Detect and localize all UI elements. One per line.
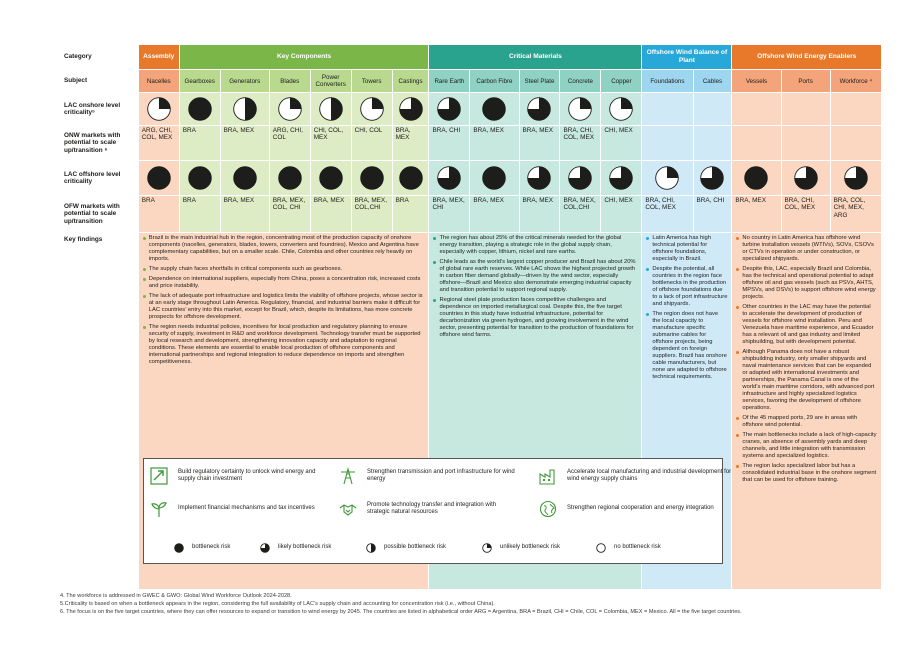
subject-carbon-fibre: Carbon Fibre: [470, 70, 519, 93]
offshore-criticality-workforce: [830, 161, 881, 196]
legend-action: [539, 500, 732, 518]
offshore-criticality-ports: [781, 161, 830, 196]
legend-action-text: Implement financial mechanisms and tax incentives: [178, 505, 315, 512]
onw-markets-cables: [693, 126, 732, 161]
criticality-marker-icon: [360, 166, 384, 190]
growth-arrow-icon: [150, 467, 168, 485]
onw-markets-power-converters: CHI, COL, MEX: [310, 126, 351, 161]
ofw-markets-foundations: BRA, CHI, COL, MEX: [642, 196, 693, 233]
criticality-marker-icon: [399, 166, 423, 190]
legend-action-text: Accelerate local manufacturing and industrial development for wind energy supply chains: [567, 468, 732, 482]
onshore-criticality-row: [61, 93, 882, 126]
ofw-markets-generators: BRA, MEX: [220, 196, 269, 233]
finding-item: Other countries in the LAC may have the potential to accelerate the development of production of vessels for offshore wind installation. Peru and Venezuela have maritime experience, and Ecuador has a relevant oil and gas industry and limited shipbuilding, but with development potential.: [736, 304, 877, 346]
onw-markets-foundations: [642, 126, 693, 161]
criticality-marker-icon: [482, 166, 506, 190]
criticality-marker-icon: [319, 166, 343, 190]
criticality-marker-icon: [437, 166, 461, 190]
onshore-criticality-steel-plate: [519, 93, 560, 126]
ofw-markets-label: OFW markets with potential to scale up/transition: [61, 196, 139, 233]
risk-marker-half-icon: [366, 543, 376, 553]
footnotes: [60, 592, 900, 616]
legend-risk-label: bottleneck risk: [192, 544, 231, 551]
ofw-markets-castings: BRA: [392, 196, 429, 233]
category-key-components: Key Components: [179, 45, 429, 70]
legend-risk-label: likely bottleneck risk: [278, 544, 332, 551]
onshore-criticality-castings: [392, 93, 429, 126]
onshore-criticality-vessels: [732, 93, 781, 126]
ofw-markets-cables: BRA, CHI: [693, 196, 732, 233]
subject-label: Subject: [61, 70, 139, 93]
subject-power-converters: Power Converters: [310, 70, 351, 93]
finding-item: Chile leads as the world’s largest copper producer and Brazil has about 20% of global rare earth reserves. While LAC shows the highest projected growth in carbon fiber demand globally—driven by the wind sector, especially offshore—Brazil and Mexico also demonstrate emerging industrial capacity and transition potential to support regional supply.: [433, 259, 637, 294]
criticality-marker-icon: [233, 166, 257, 190]
criticality-marker-icon: [794, 166, 818, 190]
criticality-marker-icon: [147, 166, 171, 190]
offshore-criticality-rare-earth: [429, 161, 470, 196]
offshore-criticality-vessels: [732, 161, 781, 196]
criticality-marker-icon: [700, 166, 724, 190]
onw-markets-blades: ARG, CHI, COL: [269, 126, 310, 161]
globe-icon: [539, 500, 557, 518]
subject-nacelles: Nacelles: [138, 70, 179, 93]
finding-item: Regional steel plate production faces competitive challenges and dependence on imported metallurgical coal. Despite this, the five target countries in this study have industrial infrastructure, potential for decarbonization via green hydrogen, and growing involvement in the wind sector, presenting potential for transition to the production of foundations for offshore wind farms.: [433, 297, 637, 339]
ofw-markets-carbon-fibre: BRA, MEX: [470, 196, 519, 233]
criticality-marker-icon: [568, 166, 592, 190]
criticality-marker-icon: [399, 97, 423, 121]
criticality-marker-icon: [527, 97, 551, 121]
criticality-marker-icon: [655, 166, 679, 190]
legend-box: [143, 458, 732, 564]
legend-risk-label: no bottleneck risk: [614, 544, 661, 551]
legend-action: [339, 467, 517, 485]
category-label: Category: [61, 45, 139, 70]
footnote: 4. The workforce is addressed in GWEC & GWO: Global Wind Workforce Outlook 2024-2028.: [60, 593, 292, 599]
legend-risk-unlikely: [482, 543, 560, 553]
onshore-criticality-concrete: [560, 93, 601, 126]
category-assembly: Assembly: [138, 45, 179, 70]
offshore-criticality-gearboxes: [179, 161, 220, 196]
finding-item: The main bottlenecks include a lack of high-capacity cranes, an absence of assembly yards and deep channels, and little integration with transmission systems and specialized logistics.: [736, 432, 877, 460]
criticality-marker-icon: [319, 97, 343, 121]
finding-item: The region does not have the local capacity to manufacture specific submarine cables for offshore projects, being dependent on foreign suppliers. Brazil has onshore cable manufacturers, but none are adapted to offshore technical requirements.: [646, 311, 727, 381]
subject-foundations: Foundations: [642, 70, 693, 93]
finding-item: Of the 45 mapped ports, 29 are in areas with offshore wind potential.: [736, 415, 877, 429]
criticality-marker-icon: [609, 97, 633, 121]
onshore-criticality-foundations: [642, 93, 693, 126]
subject-gearboxes: Gearboxes: [179, 70, 220, 93]
finding-item: Despite the potential, all countries in the region face bottlenecks in the production of offshore foundations due to a lack of port infrastructure and shipyards.: [646, 266, 727, 308]
onw-markets-nacelles: ARG, CHI, COL, MEX: [138, 126, 179, 161]
onshore-criticality-nacelles: [138, 93, 179, 126]
onw-markets-towers: CHI, COL: [351, 126, 392, 161]
ofw-markets-towers: BRA, MEX, COL,CHI: [351, 196, 392, 233]
criticality-marker-icon: [147, 97, 171, 121]
ofw-markets-rare-earth: BRA, MEX, CHI: [429, 196, 470, 233]
finding-item: Despite this, LAC, especially Brazil and Colombia, has the technical and operational potential to adapt offshore oil and gas vessels (such as PSVs, AHTS, MPSVs, and DSVs) to support offshore wind energy projects.: [736, 266, 877, 301]
onw-markets-rare-earth: BRA, CHI: [429, 126, 470, 161]
onw-markets-castings: BRA, MEX: [392, 126, 429, 161]
ofw-markets-nacelles: BRA: [138, 196, 179, 233]
footnote: 6. The focus is on the five target countries, where they can offer resources to expand or transition to wind energy by 2045. The countries are listed in alphabetical order ARG = Argentina, BRA = Brazil, CHI = Chile, COL = Colombia, MEX = Mexico. All = the five target countries.: [60, 609, 742, 615]
finding-item: The supply chain faces shortfalls in critical components such as gearboxes.: [143, 266, 425, 273]
criticality-marker-icon: [844, 166, 868, 190]
finding-item: The region needs industrial policies, incentives for local production and regulatory planning to ensure security of supply, investment in R&D and workforce development. Technology transfer must be supported by local research and development, strengthening innovation capacity and adaptation to regional conditions. These elements are essential to enable local production of offshore components and international partnerships and regional integration to reduce dependence on imports and strengthen competitiveness.: [143, 324, 425, 366]
onshore-criticality-blades: [269, 93, 310, 126]
subject-towers: Towers: [351, 70, 392, 93]
risk-marker-full-icon: [174, 543, 184, 553]
onw-markets-label: ONW markets with potential to scale up/transition ⁶: [61, 126, 139, 161]
legend-risk-none: [596, 543, 661, 553]
finding-item: The region lacks specialized labor but has a consolidated industrial base in the onshore segment that can be used for offshore training.: [736, 463, 877, 484]
risk-marker-quarter-icon: [482, 543, 492, 553]
onw-markets-row: [61, 126, 882, 161]
legend-risk-possible: [366, 543, 446, 553]
onshore-criticality-ports: [781, 93, 830, 126]
criticality-marker-icon: [188, 97, 212, 121]
footnote: 5.Criticality is based on when a bottleneck appears in the region, considering the full availability of LAC’s supply chain and accounting for concentration risk (i.e., without China).: [60, 601, 495, 607]
criticality-marker-icon: [482, 97, 506, 121]
legend-action: [150, 500, 328, 518]
legend-risk-label: possible bottleneck risk: [384, 544, 447, 551]
ofw-markets-power-converters: BRA, MEX: [310, 196, 351, 233]
onw-markets-ports: [781, 126, 830, 161]
subject-cables: Cables: [693, 70, 732, 93]
criticality-marker-icon: [568, 97, 592, 121]
offshore-criticality-foundations: [642, 161, 693, 196]
ofw-markets-vessels: BRA, MEX: [732, 196, 781, 233]
onshore-criticality-gearboxes: [179, 93, 220, 126]
risk-marker-empty-icon: [596, 543, 606, 553]
onw-markets-carbon-fibre: BRA, MEX: [470, 126, 519, 161]
onshore-criticality-power-converters: [310, 93, 351, 126]
offshore-criticality-castings: [392, 161, 429, 196]
subject-workforce: Workforce ⁴: [830, 70, 881, 93]
category-enablers: Offshore Wind Energy Enablers: [732, 45, 882, 70]
factory-icon: [539, 467, 557, 485]
finding-item: Latin America has high technical potential for offshore foundations, especially in Brazil.: [646, 235, 727, 263]
subject-row: [61, 70, 882, 93]
criticality-marker-icon: [360, 97, 384, 121]
legend-action-text: Strengthen transmission and port infrastructure for wind energy: [367, 468, 515, 482]
onw-markets-steel-plate: BRA, MEX: [519, 126, 560, 161]
sprout-icon: [150, 500, 168, 518]
finding-item: Although Panama does not have a robust shipbuilding industry, only smaller shipyards and naval maintenance services that can be expanded or adapted with international investments and partnerships, the Panama Canal is one of the world’s main maritime corridors, with advanced port infrastructure and highly specialized logistics services, favoring the development of offshore operations.: [736, 349, 877, 412]
legend-risk-likely: [260, 543, 331, 553]
criticality-marker-icon: [527, 166, 551, 190]
onshore-criticality-rare-earth: [429, 93, 470, 126]
category-critical-materials: Critical Materials: [429, 45, 642, 70]
ofw-markets-concrete: BRA, MEX, COL,CHI: [560, 196, 601, 233]
ofw-markets-steel-plate: BRA, MEX: [519, 196, 560, 233]
key-findings-label: Key findings: [61, 233, 139, 590]
legend-action: [150, 467, 328, 485]
offshore-criticality-nacelles: [138, 161, 179, 196]
criticality-marker-icon: [744, 166, 768, 190]
legend-risk-label: unlikely bottleneck risk: [500, 544, 561, 551]
offshore-criticality-steel-plate: [519, 161, 560, 196]
onw-markets-concrete: BRA, CHI, COL, MEX: [560, 126, 601, 161]
offshore-criticality-towers: [351, 161, 392, 196]
offshore-criticality-cables: [693, 161, 732, 196]
offshore-criticality-copper: [601, 161, 642, 196]
ofw-markets-ports: BRA, CHI, COL, MEX: [781, 196, 830, 233]
onw-markets-workforce: [830, 126, 881, 161]
legend-action-text: Strengthen regional cooperation and energy integration: [567, 505, 714, 512]
criticality-marker-icon: [437, 97, 461, 121]
subject-steel-plate: Steel Plate: [519, 70, 560, 93]
onw-markets-gearboxes: BRA: [179, 126, 220, 161]
finding-item: Dependence on international suppliers, especially from China, poses a concentration risk, increased costs and price instability.: [143, 276, 425, 290]
subject-vessels: Vessels: [732, 70, 781, 93]
offshore-criticality-row: [61, 161, 882, 196]
risk-marker-three-quarter-icon: [260, 543, 270, 553]
legend-action: [539, 467, 732, 485]
handshake-icon: [339, 500, 357, 518]
subject-ports: Ports: [781, 70, 830, 93]
legend-action-text: Promote technology transfer and integration with strategic natural resources: [367, 501, 497, 515]
finding-item: No country in Latin America has offshore wind turbine installation vessels (WTIVs), SOVs, CSOVs or CTVs in operation or under construction, or specialized shipyards.: [736, 235, 877, 263]
subject-rare-earth: Rare Earth: [429, 70, 470, 93]
subject-castings: Castings: [392, 70, 429, 93]
onshore-criticality-workforce: [830, 93, 881, 126]
onshore-criticality-generators: [220, 93, 269, 126]
offshore-criticality-label: LAC offshore level criticality: [61, 161, 139, 196]
onw-markets-generators: BRA, MEX: [220, 126, 269, 161]
criticality-marker-icon: [278, 166, 302, 190]
ofw-markets-blades: BRA, MEX, COL, CHI: [269, 196, 310, 233]
onw-markets-copper: CHI, MEX: [601, 126, 642, 161]
ofw-markets-row: [61, 196, 882, 233]
ofw-markets-workforce: BRA, COL, CHI, MEX, ARG: [830, 196, 881, 233]
criticality-marker-icon: [609, 166, 633, 190]
finding-item: Brazil is the main industrial hub in the region, concentrating most of the production capacity of onshore components (nacelles, generators, blades, towers, converters and foundries). Mexico and Argentina have complementary capabilities, but on a smaller scale. Chile, Colombia and other countries rely heavily on imports.: [143, 235, 425, 263]
ofw-markets-copper: CHI, MEX: [601, 196, 642, 233]
transmission-tower-icon: [339, 467, 357, 485]
legend-action-text: Build regulatory certainty to unlock wind energy and supply chain investment: [178, 468, 316, 482]
subject-blades: Blades: [269, 70, 310, 93]
offshore-criticality-power-converters: [310, 161, 351, 196]
onw-markets-vessels: [732, 126, 781, 161]
legend-risk-bottleneck: [174, 543, 230, 553]
subject-generators: Generators: [220, 70, 269, 93]
onshore-criticality-cables: [693, 93, 732, 126]
onshore-criticality-carbon-fibre: [470, 93, 519, 126]
onshore-criticality-label: LAC onshore level criticality⁵: [61, 93, 139, 126]
category-balance-of-plant: Offshore Wind Balance of Plant: [642, 45, 732, 70]
offshore-criticality-generators: [220, 161, 269, 196]
finding-item: The region has about 25% of the critical minerals needed for the global energy transition, playing a strategic role in the global supply chain, especially with copper, lithium, nickel and rare earths.: [433, 235, 637, 256]
legend-action: [339, 500, 517, 518]
category-row: [61, 45, 882, 70]
offshore-criticality-concrete: [560, 161, 601, 196]
findings-enablers: [732, 233, 882, 590]
onshore-criticality-towers: [351, 93, 392, 126]
offshore-criticality-blades: [269, 161, 310, 196]
finding-item: The lack of adequate port infrastructure and logistics limits the viability of offshore projects, whose sector is at an early stage throughout Latin America. Regulatory, financial, and industrial barriers make it difficult for LAC countries’ entry into this market, except for Brazil, which, despite its limitations, has more concrete prospects for offshore development.: [143, 293, 425, 321]
subject-concrete: Concrete: [560, 70, 601, 93]
ofw-markets-gearboxes: BRA: [179, 196, 220, 233]
subject-copper: Copper: [601, 70, 642, 93]
criticality-marker-icon: [233, 97, 257, 121]
offshore-criticality-carbon-fibre: [470, 161, 519, 196]
onshore-criticality-copper: [601, 93, 642, 126]
criticality-marker-icon: [278, 97, 302, 121]
criticality-marker-icon: [188, 166, 212, 190]
